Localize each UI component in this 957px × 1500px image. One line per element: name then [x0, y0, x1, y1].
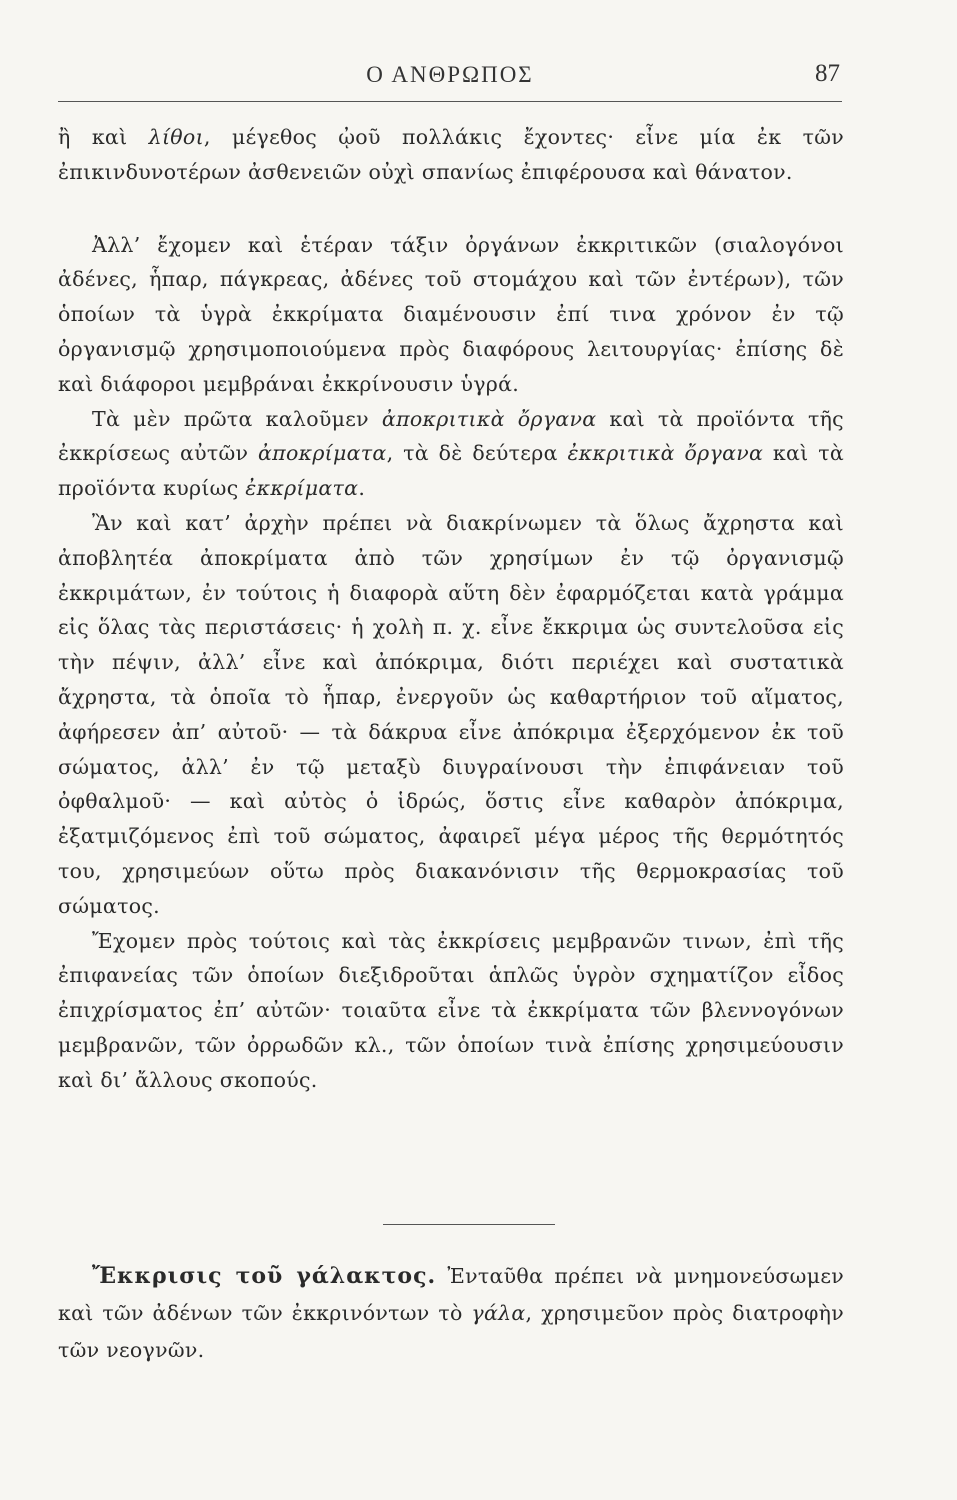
italic-term: ἀποκριτικὰ ὄργανα — [381, 406, 597, 431]
header-rule — [58, 101, 842, 102]
paragraph-4: Ἂν καὶ κατ’ ἀρχὴν πρέπει νὰ διακρίνωμεν τὰ ὅλως ἄχρηστα καὶ ἀποβλητέα ἀποκρίματα ἀπὸ τῶν χρησίμων ἐν τῷ ὀργανισμῷ ἐκκριμάτων, ἐν τούτοις ἡ διαφορὰ αὕτη δὲν ἐφαρμόζεται κατὰ γράμμα εἰς ὅλας τὰς περιστάσεις· ἡ χολὴ π. χ. εἶνε ἔκκριμα ὡς συντελοῦσα εἰς τὴν πέψιν, ἀλλ’ εἶνε καὶ ἀπόκριμα, διότι περιέχει καὶ συστατικὰ ἄχρηστα, τὰ ὁποῖα τὸ ἧπαρ, ἐνεργοῦν ὡς καθαρτήριον τοῦ αἵματος, ἀφήρεσεν ἀπ’ αὐτοῦ· — τὰ δάκρυα εἶνε ἀπόκριμα ἐξερχόμενον ἐκ τοῦ σώματος, ἀλλ’ ἐν τῷ μεταξὺ διυγραίνουσι τὴν ἐπιφάνειαν τοῦ ὀφθαλμοῦ· — καὶ αὐτὸς ὁ ἱδρώς, ὅστις εἶνε καθαρὸν ἀπόκριμα, ἐξατμιζόμενος ἐπὶ τοῦ σώματος, ἀφαιρεῖ μέγα μέρος τῆς θερμότητός του, χρησιμεύων οὕτω πρὸς διακανόνισιν τῆς θερμοκρασίας τοῦ σώματος. — [58, 510, 844, 918]
italic-term: ἐκκρίματα — [245, 476, 359, 501]
section-heading: Ἔκκρισις τοῦ γάλακτος. — [92, 1263, 437, 1289]
text-span: . — [358, 476, 366, 501]
italic-term: λίθοι — [148, 125, 204, 149]
main-text — [58, 120, 844, 1098]
paragraph-5: Ἔχομεν πρὸς τούτοις καὶ τὰς ἐκκρίσεις μεμβρανῶν τινων, ἐπὶ τῆς ἐπιφανείας τῶν ὁποίων διεξιδροῦται ἁπλῶς ὑγρὸν σχηματίζον εἶδος ἐπιχρίσματος ἐπ’ αὐτῶν· τοιαῦτα εἶνε τὰ ἐκκρίματα τῶν βλεννογόνων μεμβρανῶν, τῶν ὀρρωδῶν κλ., τῶν ὁποίων τινὰ ἐπίσης χρησιμεύουσιν καὶ δι’ ἄλλους σκοπούς. — [58, 928, 844, 1092]
page-number: 87 — [815, 60, 840, 87]
paragraph-1 — [58, 120, 844, 190]
section-milk-secretion — [58, 1258, 844, 1369]
italic-term: ἐκκριτικὰ ὄργανα — [567, 441, 764, 466]
page-header — [60, 58, 840, 98]
paragraph-3 — [58, 402, 844, 506]
italic-term: ἀποκρίματα — [258, 441, 387, 466]
text-span: Ἐνταῦθα πρέπει νὰ μνημονεύσωμεν καὶ τῶν ἀδένων τῶν ἐκκρινόντων τὸ — [58, 1264, 844, 1325]
running-title: Ο ΑΝΘΡΩΠΟΣ — [366, 62, 534, 87]
italic-term: γάλα — [471, 1301, 526, 1325]
paragraph-2: Ἀλλ’ ἔχομεν καὶ ἑτέραν τάξιν ὀργάνων ἐκκριτικῶν (σιαλογόνοι ἀδένες, ἧπαρ, πάγκρεας, ἀδένες τοῦ στομάχου καὶ τῶν ἐντέρων), τῶν ὁποίων τὰ ὑγρὰ ἐκκρίματα διαμένουσιν ἐπί τινα χρόνον ἐν τῷ ὀργανισμῷ χρησιμοποιούμενα πρὸς διαφόρους λειτουργίας· ἐπίσης δὲ καὶ διάφοροι μεμβράναι ἐκκρίνουσιν ὑγρά. — [58, 232, 844, 396]
text-span: ἢ καὶ — [58, 125, 149, 149]
text-span: , τὰ δὲ δεύτερα — [386, 441, 568, 466]
section-divider — [383, 1224, 555, 1225]
text-span: , μέγεθος ᾠοῦ πολλάκις ἔχοντες· εἶνε μία ἐκ τῶν ἐπικινδυνοτέρων ἀσθενειῶν οὐχὶ σπανίως ἐπιφέρουσα καὶ θάνατον. — [58, 125, 844, 184]
text-span: Τὰ μὲν πρῶτα καλοῦμεν — [92, 406, 382, 431]
text-span: καὶ τὰ προϊόντα κυρίως — [58, 441, 844, 501]
section-paragraph — [58, 1258, 844, 1369]
text-span: , χρησιμεῦον πρὸς διατροφὴν τῶν νεογνῶν. — [58, 1301, 844, 1362]
text-span: καὶ τὰ προϊόντα τῆς ἐκκρίσεως αὐτῶν — [58, 406, 844, 466]
